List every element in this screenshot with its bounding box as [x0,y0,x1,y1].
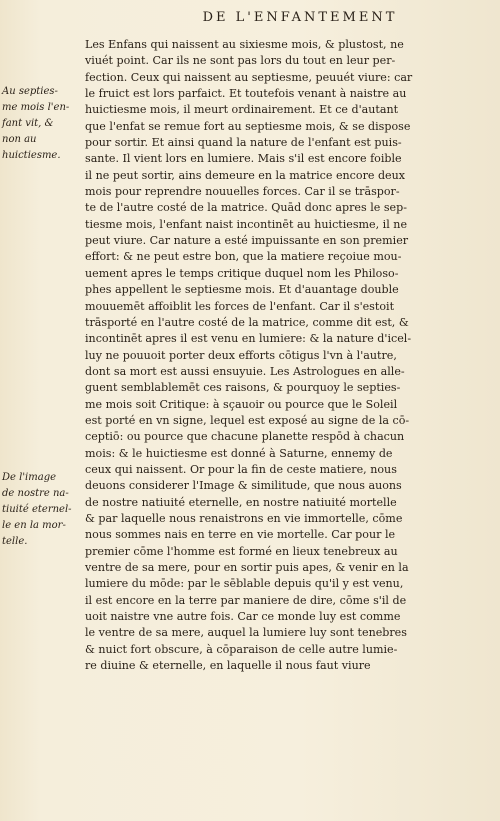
margin-note-line: de nostre na- [2,488,69,499]
text-line: ceux qui naissent. Or pour la fin de ceste matiere, nous [85,462,397,476]
text-line: re diuine & eternelle, en laquelle il nous faut viure [85,659,371,673]
text-line: dont sa mort est aussi ensuyuie. Les Astrologues en alle- [85,364,405,378]
text-line: ceptiō: ou pource que chacune planette respōd à chacun [85,430,405,444]
margin-note-line: tiuité eternel- [2,504,72,515]
text-line: lumiere du mōde: par le sēblable depuis qu'il y est venu, [85,577,404,591]
text-line: phes appellent le septiesme mois. Et d'auantage double [85,283,399,297]
text-line: peut viure. Car nature a esté impuissante en son premier [85,234,409,248]
running-head: DE L'ENFANTEMENT [202,10,398,25]
text-line: nous sommes nais en terre en vie mortelle. Car pour le [85,528,396,542]
text-line: le fruict est lors parfaict. Et toutefois venant à naistre au [85,87,407,101]
text-line: il est encore en la terre par maniere de dire, cōme s'il de [85,593,407,607]
margin-note-line: me mois l'en- [2,102,70,113]
margin-note-seventh-month [2,84,82,164]
text-line: mouuemēt affoiblit les forces de l'enfant. Car il s'estoit [85,299,395,313]
text-line: trāsporté en l'autre costé de la matrice, comme dit est, & [85,315,409,329]
margin-note-image-of-nativity [2,470,82,550]
text-line: uoit naistre vne autre fois. Car ce monde luy est comme [85,610,401,624]
text-line: deuons considerer l'Image & similitude, que nous auons [85,479,402,493]
text-line: effort: & ne peut estre bon, que la matiere reçoiue mou- [85,250,402,264]
margin-note-line: non au [2,134,37,145]
text-line: pour sortir. Et ainsi quand la nature de l'enfant est puis- [85,136,402,150]
text-line: ventre de sa mere, pour en sortir puis apes, & venir en la [85,561,409,574]
text-line: que l'enfat se remue fort au septiesme mois, & se dispose [85,119,411,133]
text-line: sante. Il vient lors en lumiere. Mais s'il est encore foible [85,152,402,166]
text-line: me mois soit Critique: à sçauoir ou pource que le Soleil [85,397,398,411]
margin-note-line: fant vit, & [2,118,54,129]
text-line: luy ne pouuoit porter deux efforts cōtigus l'vn à l'autre, [85,348,397,362]
margin-note-line: telle. [2,536,28,547]
text-line: incontinēt apres il est venu en lumiere: & la nature d'icel- [85,332,412,346]
text-line: viuét point. Car ils ne sont pas lors du tout en leur per- [85,54,396,68]
text-line: uement apres le temps critique duquel nom les Philoso- [85,266,399,280]
margin-note-line: huictiesme. [2,150,61,161]
text-line: & nuict fort obscure, à cōparaison de celle autre lumie- [85,642,398,656]
margin-note-line: Au septies- [2,86,58,97]
body-text [85,37,450,674]
margin-note-line: De l'image [2,472,57,483]
text-line: le ventre de sa mere, auquel la lumiere luy sont tenebres [85,626,407,640]
text-line: mois: & le huictiesme est donné à Saturne, ennemy de [85,446,393,460]
text-line: mois pour reprendre nouuelles forces. Car il se trāspor- [85,185,400,199]
text-line: te de l'autre costé de la matrice. Quād donc apres le sep- [85,201,407,215]
text-line: guent semblablemēt ces raisons, & pourquoy le septies- [85,381,401,395]
text-line: Les Enfans qui naissent au sixiesme mois, & plustost, ne [85,38,404,51]
text-line: tiesme mois, l'enfant naist incontinēt au huictiesme, il ne [85,217,408,231]
text-line: est porté en vn signe, lequel est exposé au signe de la cō- [85,413,410,427]
margin-note-line: le en la mor- [2,520,66,531]
text-line: huictiesme mois, il meurt ordinairement. Et ce d'autant [85,103,399,117]
text-line: de nostre natiuité eternelle, en nostre natiuité mortelle [85,495,397,509]
text-line: & par laquelle nous renaistrons en vie immortelle, cōme [85,511,403,525]
text-line: premier cōme l'homme est formé en lieux tenebreux au [85,544,398,558]
text-line: il ne peut sortir, ains demeure en la matrice encore deux [85,168,406,182]
text-line: fection. Ceux qui naissent au septiesme, peuuét viure: car [85,70,413,84]
